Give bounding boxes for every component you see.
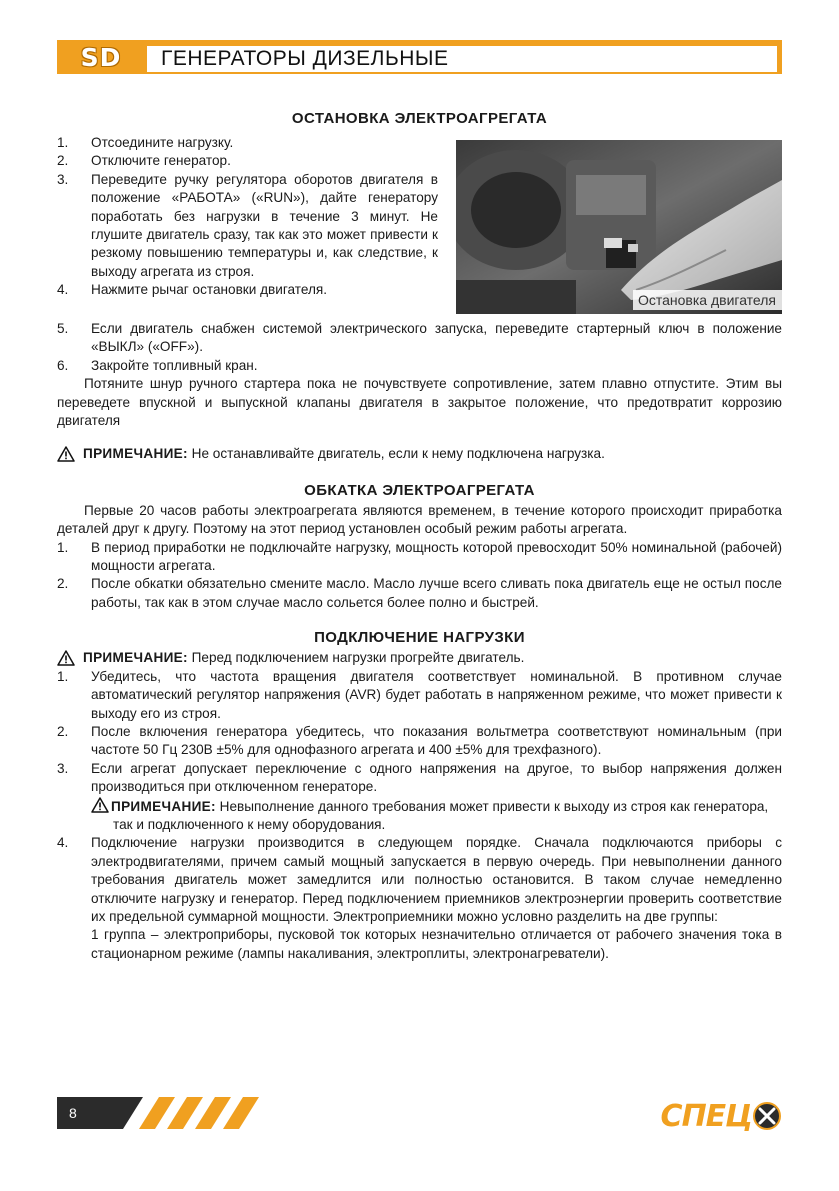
list-item: 1. Убедитесь, что частота вращения двигателя соответствует номинальной. В противном случае автоматический регулятор напряжения (AVR) будет работать в напряженном режиме, что может привести к выходу его из строя. [57, 668, 782, 721]
load-list [57, 668, 782, 797]
list-item: 3. Если агрегат допускает переключение с одного напряжения на другое, то выбор напряжения должен производиться при отключенном генераторе. [57, 760, 782, 795]
header-title: ГЕНЕРАТОРЫ ДИЗЕЛЬНЫЕ [147, 46, 777, 72]
section-title-breakin: ОБКАТКА ЭЛЕКТРОАГРЕГАТА [304, 481, 535, 499]
list-item: 4. Подключение нагрузки производится в следующем порядке. Сначала подключаются приборы с электродвигателями, причем самый мощный запускается в первую очередь. При невыполнении данного требования двигатель может замедлится или полностью остановится. В таком случае немедленно отключите нагрузку и генератор. Перед подключением приемников электроэнергии проверить соответствие их предельной суммарной мощности. Электроприемники можно условно разделить на две группы: [57, 835, 782, 924]
page-number: 8 [57, 1097, 109, 1129]
breakin-list [57, 539, 782, 613]
brand-name: СПЕЦ [660, 1098, 752, 1134]
breakin-paragraph: Первые 20 часов работы электроагрегата являются временем, в течение которого происходит приработка деталей друг к другу. Поэтому на этот период установлен особый режим работы агрегата. [57, 502, 782, 537]
warning-icon [91, 797, 109, 813]
note-stop: ПРИМЕЧАНИЕ: Не останавливайте двигатель, если к нему подключена нагрузка. [57, 445, 782, 463]
list-item: 2. После обкатки обязательно смените масло. Масло лучше всего сливать пока двигатель еще не остыл после работы, так как в этом случае масло сольется более полно и быстрей. [57, 576, 782, 610]
page-footer [57, 1097, 782, 1137]
list-item-continuation: 1 группа – электроприборы, пусковой ток которых незначительно отличается от рабочего значения тока в стационарном режиме (лампы накаливания, электроплиты, электронагреватели). [91, 927, 782, 961]
list-item: 3. Переведите ручку регулятора оборотов двигателя в положение «РАБОТА» («RUN»), дайте генератору поработать без нагрузки в течение 3 минут. Не глушите двигатель сразу, так как это может привести к резкому повышению температуры и, как следствие, к выходу агрегата из строя. [57, 171, 438, 279]
list-item: 6. Закройте топливный кран. [57, 357, 258, 373]
sd-logo: SD [80, 42, 122, 72]
brand-logo [661, 1097, 782, 1135]
list-item: 2. Отключите генератор. [57, 153, 231, 169]
page-header [57, 40, 782, 74]
note-voltage-switch: ПРИМЕЧАНИЕ: Невыполнение данного требования может привести к выходу из строя как генератора, так и подключенного к нему оборудования. [57, 797, 782, 835]
list-item: 4. Нажмите рычаг остановки двигателя. [57, 282, 328, 298]
wrench-icon [752, 1101, 782, 1131]
section-title-load: ПОДКЛЮЧЕНИЕ НАГРУЗКИ [314, 629, 525, 647]
warning-icon [57, 446, 75, 462]
photo-caption: Остановка двигателя [633, 290, 782, 310]
stop-paragraph: Потяните шнур ручного стартера пока не почувствуете сопротивление, затем плавно отпустите. Этим вы переведете впускной и выпускной клапаны двигателя в закрытое положение, что предотвратит коррозию двигателя [57, 376, 782, 429]
list-item: 5. Если двигатель снабжен системой электрического запуска, переведите стартерный ключ в положение «ВЫКЛ» («OFF»). [57, 321, 782, 355]
decorative-stripes [109, 1097, 269, 1129]
stop-steps-list [57, 134, 782, 375]
list-item: 1. Отсоедините нагрузку. [57, 135, 234, 150]
note-warmup: ПРИМЕЧАНИЕ: Перед подключением нагрузки прогрейте двигатель. [57, 649, 782, 667]
warning-icon [57, 650, 75, 666]
list-item: 1. В период приработки не подключайте нагрузку, мощность которой превосходит 50% номинальной (рабочей) мощности агрегата. [57, 539, 782, 574]
section-title-stop: ОСТАНОВКА ЭЛЕКТРОАГРЕГАТА [291, 110, 548, 127]
list-item: 2. После включения генератора убедитесь, что показания вольтметра соответствуют номинальным (при частоте 50 Гц 230В ±5% для однофазного агрегата и 400 ±5% для трехфазного). [57, 723, 782, 758]
document-body [57, 108, 782, 963]
